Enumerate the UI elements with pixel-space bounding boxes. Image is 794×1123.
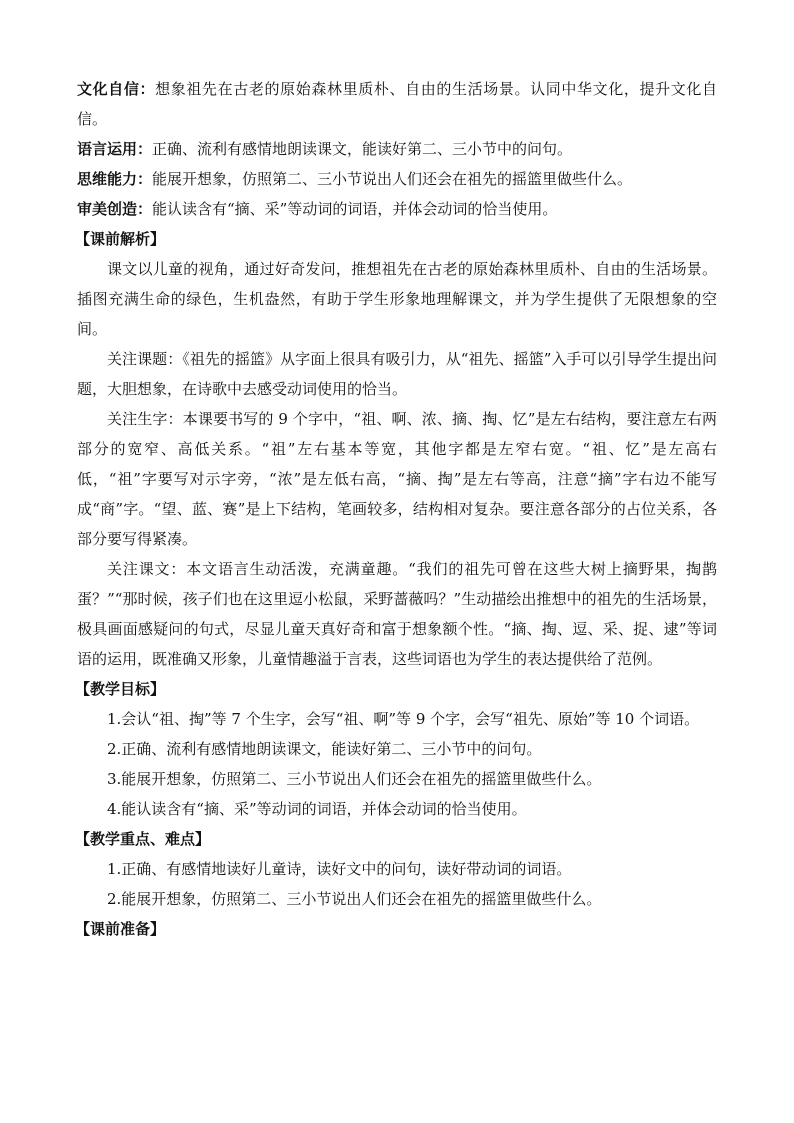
key-points-heading: 【教学重点、难点】 <box>75 830 211 848</box>
key-point-item: 2.能展开想象，仿照第二、三小节说出人们还会在祖先的摇篮里做些什么。 <box>107 890 602 908</box>
literacy-text: 能展开想象，仿照第二、三小节说出人们还会在祖先的摇篮里做些什么。 <box>152 170 633 188</box>
goal-item: 4.能认读含有“摘、采”等动词的词语，并体会动词的恰当使用。 <box>107 800 527 818</box>
literacy-cultural-confidence <box>77 74 717 134</box>
analysis-heading: 【课前解析】 <box>75 230 166 248</box>
literacy-text: 正确、流利有感情地朗读课文，能读好第二、三小节中的问句。 <box>152 140 573 158</box>
literacy-label: 思维能力： <box>77 170 153 188</box>
literacy-label: 审美创造： <box>77 200 153 218</box>
goal-item: 3.能展开想象，仿照第二、三小节说出人们还会在祖先的摇篮里做些什么。 <box>107 770 602 788</box>
document-page <box>77 74 717 944</box>
analysis-paragraph: 关注课题：《祖先的摇篮》从字面上很具有吸引力，从“祖先、摇篮”入手可以引导学生提出问题，大胆想象，在诗歌中去感受动词使用的恰当。 <box>77 350 717 398</box>
literacy-label: 语言运用： <box>77 140 153 158</box>
literacy-text: 能认读含有“摘、采”等动词的词语，并体会动词的恰当使用。 <box>152 200 558 218</box>
analysis-paragraph: 关注生字：本课要书写的 9 个字中，“祖、啊、浓、摘、掏、忆”是左右结构，要注意左右两部分的宽窄、高低关系。“祖”左右基本等宽，其他字都是左窄右宽。“祖、忆”是左高右低，“祖”字要写对示字旁，“浓”是左低右高，“摘、掏”是左右等高，注意“摘”字右边不能写成“商”字。“望、蓝、赛”是上下结构，笔画较多，结构相对复杂。要注意各部分的占位关系，各部分要写得紧凑。 <box>77 410 717 548</box>
key-point-item: 1.正确、有感情地读好儿童诗，读好文中的问句，读好带动词的词语。 <box>107 860 572 878</box>
goal-item: 1.会认“祖、掏”等 7 个生字，会写“祖、啊”等 9 个字，会写“祖先、原始”等 10 个词语。 <box>107 710 700 728</box>
goals-heading: 【教学目标】 <box>75 680 166 698</box>
literacy-language-use <box>77 134 717 164</box>
literacy-thinking-ability <box>77 164 717 194</box>
analysis-paragraph: 课文以儿童的视角，通过好奇发问，推想祖先在古老的原始森林里质朴、自由的生活场景。插图充满生命的绿色，生机盎然，有助于学生形象地理解课文，并为学生提供了无限想象的空间。 <box>77 260 717 338</box>
literacy-text: 想象祖先在古老的原始森林里质朴、自由的生活场景。认同中华文化，提升文化自信。 <box>77 80 717 128</box>
analysis-paragraph: 关注课文：本文语言生动活泼，充满童趣。“我们的祖先可曾在这些大树上摘野果，掏鹊蛋？”“那时候，孩子们也在这里逗小松鼠，采野蔷薇吗？”生动描绘出推想中的祖先的生活场景，极具画面感疑问的句式，尽显儿童天真好奇和富于想象额个性。“摘、掏、逗、采、捉、逮”等词语的运用，既准确又形象，儿童情趣溢于言表，这些词语也为学生的表达提供给了范例。 <box>77 560 717 668</box>
preparation-heading: 【课前准备】 <box>75 920 166 938</box>
literacy-aesthetic-creation <box>77 194 717 224</box>
goal-item: 2.正确、流利有感情地朗读课文，能读好第二、三小节中的问句。 <box>107 740 542 758</box>
literacy-label: 文化自信： <box>77 80 156 98</box>
